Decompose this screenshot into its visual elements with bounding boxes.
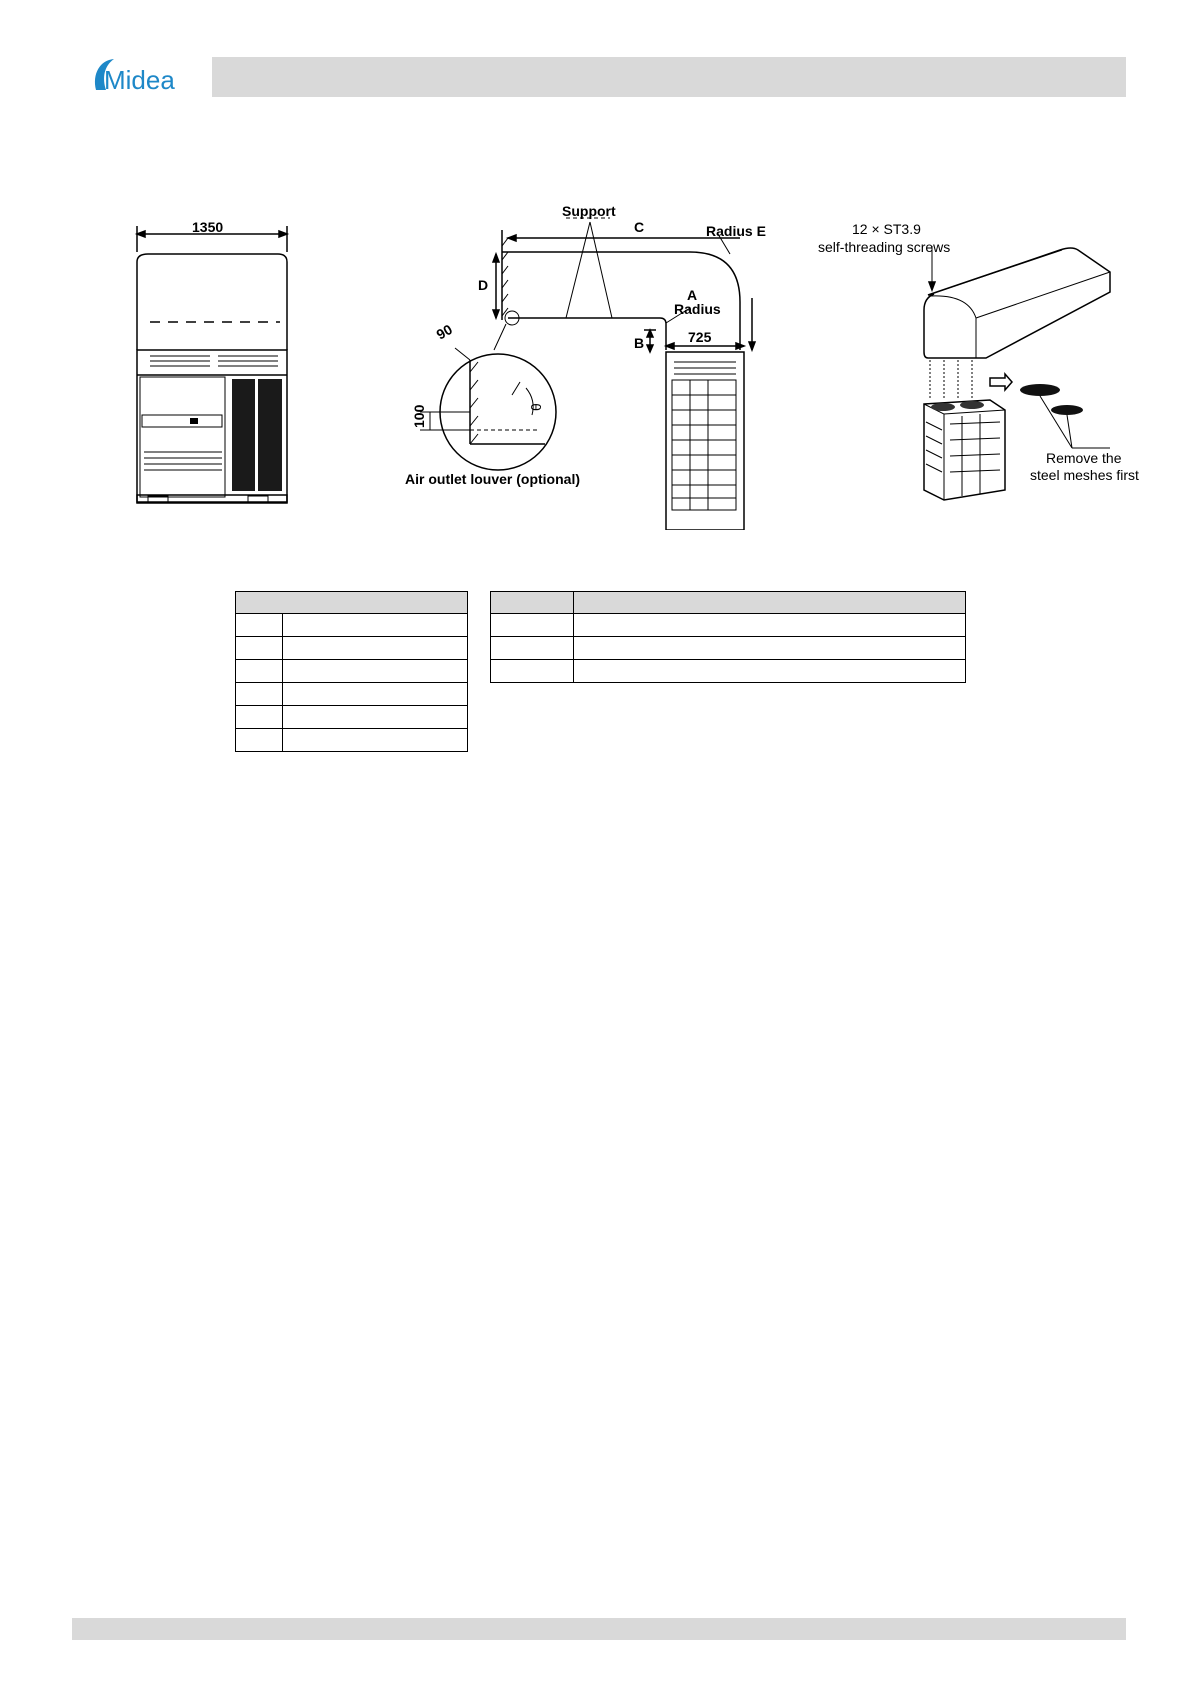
- meshes-label-line1: Remove the: [1046, 450, 1122, 466]
- header-bar: [212, 57, 1126, 97]
- label-b: B: [634, 335, 645, 351]
- table-b-header-2: [574, 592, 966, 614]
- table-row: [236, 706, 468, 729]
- table-row: [236, 729, 468, 752]
- dimension-table-b: [490, 591, 966, 683]
- dimension-table-a: [235, 591, 468, 752]
- installation-figure: [0, 190, 1191, 530]
- table-row: [236, 660, 468, 683]
- table-row: [491, 660, 966, 683]
- front-view-drawing: [137, 226, 287, 503]
- table-row: [491, 614, 966, 637]
- table-row: [236, 637, 468, 660]
- table-row: [236, 683, 468, 706]
- radius-e-label: Radius E: [706, 223, 766, 239]
- logo-text: Midea: [104, 65, 175, 95]
- label-a: A: [687, 287, 698, 303]
- louver-caption: Air outlet louver (optional): [405, 471, 580, 487]
- screws-label-line1: 12 × ST3.9: [852, 221, 921, 237]
- table-row: [491, 637, 966, 660]
- louver-angle-dimension: 90: [433, 320, 455, 343]
- footer-bar: [72, 1618, 1126, 1640]
- table-row: [236, 614, 468, 637]
- front-width-dimension: 1350: [192, 219, 224, 235]
- table-b-header-1: [491, 592, 574, 614]
- radius-label: Radius: [674, 301, 721, 317]
- midea-logo: [90, 52, 200, 102]
- label-c: C: [634, 219, 645, 235]
- unit-width-dimension: 725: [688, 329, 712, 345]
- theta-symbol: θ: [528, 403, 544, 411]
- screws-label-line2: self-threading screws: [818, 239, 951, 255]
- table-a-header: [236, 592, 468, 614]
- louver-spacing-dimension: 100: [411, 404, 427, 428]
- support-label: Support: [562, 203, 616, 219]
- label-d: D: [478, 277, 489, 293]
- meshes-label-line2: steel meshes first: [1030, 467, 1139, 483]
